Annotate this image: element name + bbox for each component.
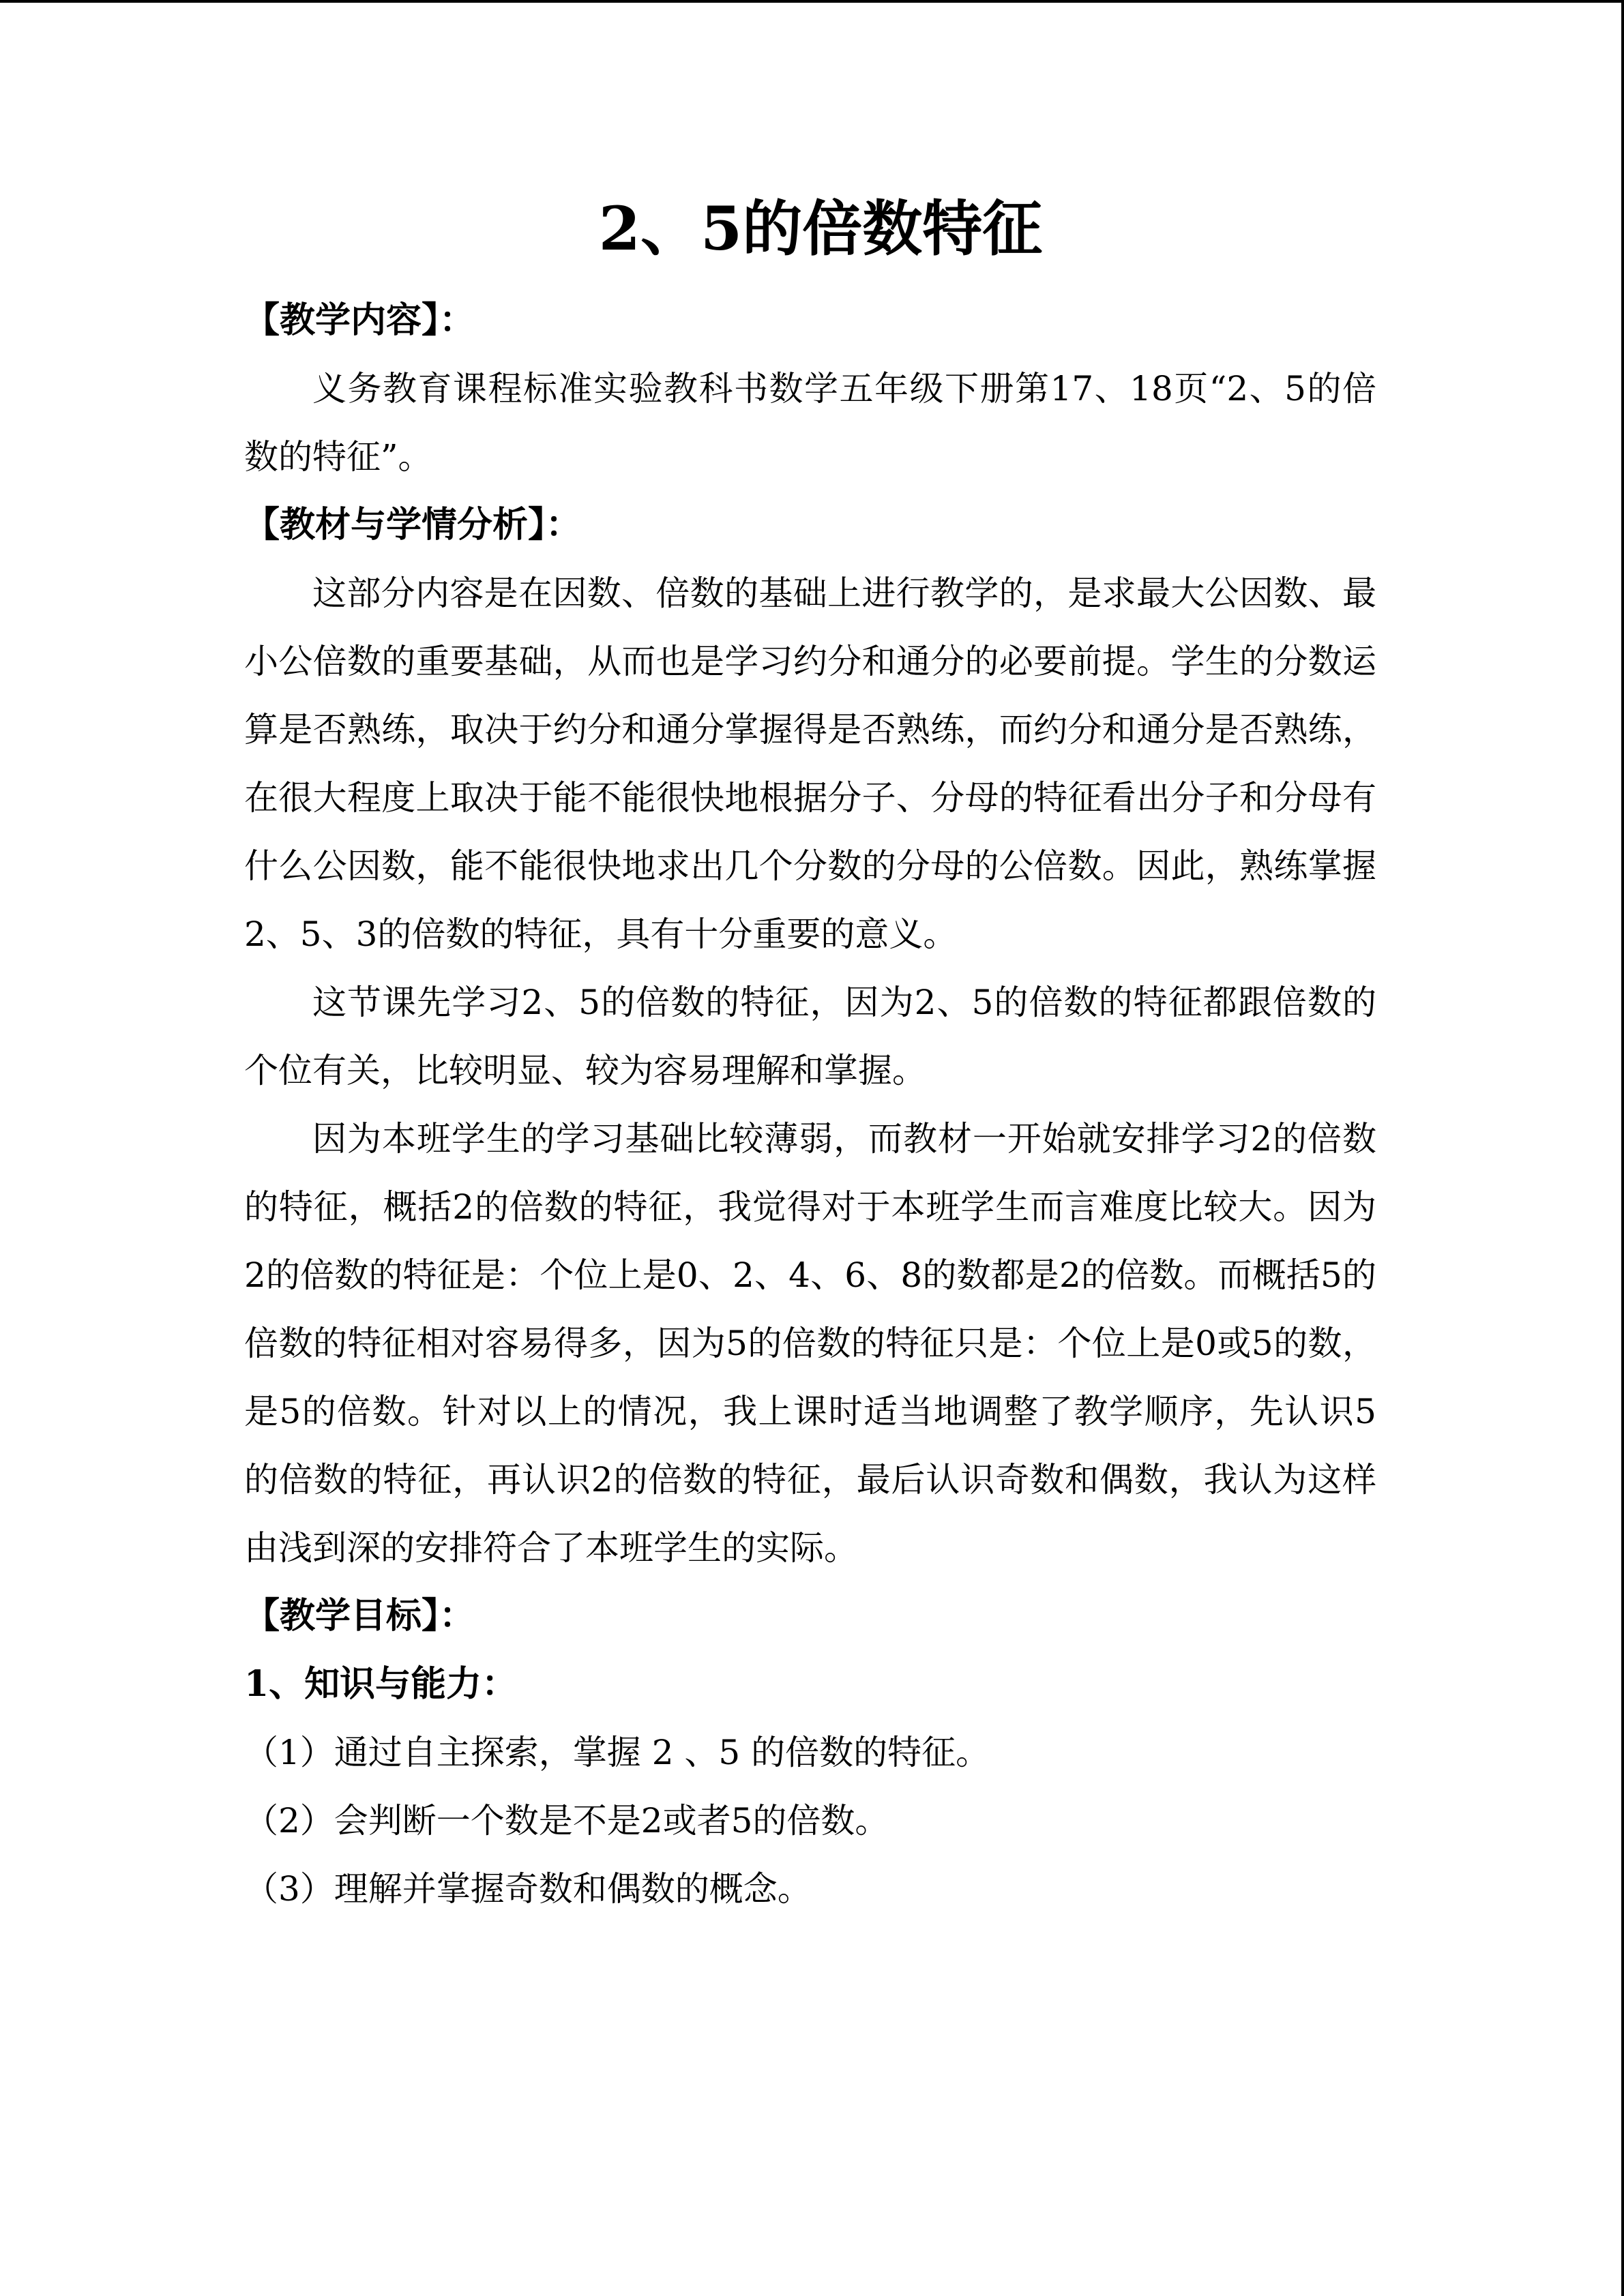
analysis-paragraph-2: 这节课先学习2、5的倍数的特征，因为2、5的倍数的特征都跟倍数的个位有关，比较明显、较为容易理解和掌握。 bbox=[244, 983, 1376, 1090]
analysis-paragraph-1: 这部分内容是在因数、倍数的基础上进行教学的，是求最大公因数、最小公倍数的重要基础，从而也是学习约分和通分的必要前提。学生的分数运算是否熟练，取决于约分和通分掌握得是否熟练，而约分和通分是否熟练，在很大程度上取决于能不能很快地根据分子、分母的特征看出分子和分母有什么公因数，能不能很快地求出几个分数的分母的公倍数。因此，熟练掌握2、5、3的倍数的特征，具有十分重要的意义。 bbox=[244, 573, 1376, 954]
document-body bbox=[244, 184, 1376, 1923]
goal-item-2: （2）会判断一个数是不是2或者5的倍数。 bbox=[244, 1801, 889, 1840]
analysis-paragraph-3: 因为本班学生的学习基础比较薄弱，而教材一开始就安排学习2的倍数的特征，概括2的倍数的特征，我觉得对于本班学生而言难度比较大。因为2的倍数的特征是：个位上是0、2、4、6、8的数都是2的倍数。而概括5的倍数的特征相对容易得多，因为5的倍数的特征只是：个位上是0或5的数，是5的倍数。针对以上的情况，我上课时适当地调整了教学顺序，先认识5的倍数的特征，再认识2的倍数的特征，最后认识奇数和偶数，我认为这样由浅到深的安排符合了本班学生的实际。 bbox=[244, 1119, 1376, 1568]
goals-subheading-knowledge: 1、知识与能力： bbox=[244, 1663, 518, 1705]
goal-item-1: （1）通过自主探索，掌握 2 、5 的倍数的特征。 bbox=[244, 1733, 990, 1772]
goal-item-3: （3）理解并掌握奇数和偶数的概念。 bbox=[244, 1869, 812, 1909]
document-title: 2、5的倍数特征 bbox=[598, 193, 1043, 264]
content-paragraph: 义务教育课程标准实验教科书数学五年级下册第17、18页“2、5的倍数的特征”。 bbox=[244, 369, 1376, 477]
section-heading-analysis: 【教材与学情分析】： bbox=[244, 504, 582, 546]
section-heading-content: 【教学内容】： bbox=[244, 299, 475, 341]
section-heading-goals: 【教学目标】： bbox=[244, 1595, 475, 1637]
